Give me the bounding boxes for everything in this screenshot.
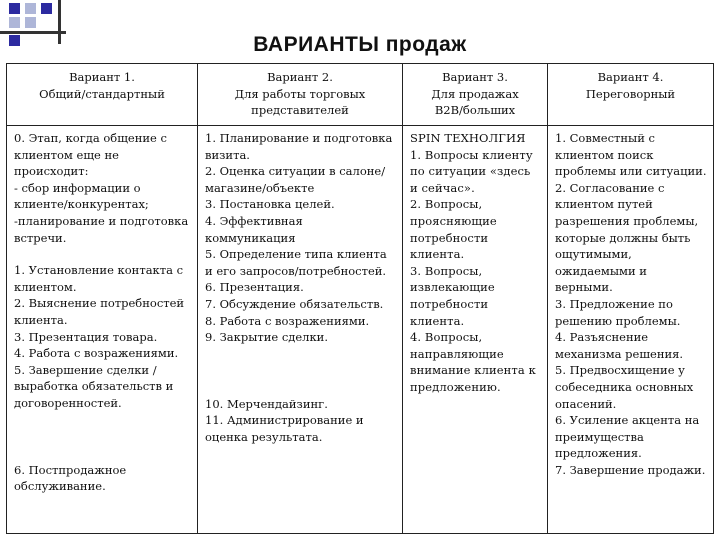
variant-2-extra-steps: 10. Мерчендайзинг. 11. Администрирование и оценка результата.	[205, 396, 364, 444]
variant-3-spin-steps: SPIN ТЕХНОЛГИЯ 1. Вопросы клиенту по ситуации «здесь и сейчас». 2. Вопросы, проясняющие потребности клиента. 3. Вопросы, извлекающие потребности клиента. 4. Вопросы, направляющие внимание клиента к предложению.	[410, 131, 536, 394]
variant-4-cell	[548, 126, 714, 534]
column-header-variant-4: Вариант 4. Переговорный	[548, 64, 714, 126]
content-row	[7, 126, 714, 534]
deco-square	[9, 17, 20, 28]
column-header-variant-1: Вариант 1. Общий/стандартный	[7, 64, 198, 126]
column-header-variant-2: Вариант 2. Для работы торговых представителей	[198, 64, 403, 126]
variant-1-steps: 1. Установление контакта с клиентом. 2. Выяснение потребностей клиента. 3. Презентация товара. 4. Работа с возражениями. 5. Завершение сделки / выработка обязательств и договоренностей.	[14, 263, 185, 410]
variant-1-preparation: 0. Этап, когда общение с клиентом еще не происходит: - сбор информации о клиенте/конкурентах; -планирование и подготовка встречи.	[14, 131, 189, 245]
deco-square	[41, 3, 52, 14]
sales-variants-table	[6, 63, 714, 534]
deco-square	[25, 17, 36, 28]
deco-square	[25, 3, 36, 14]
variant-2-cell	[198, 126, 403, 534]
deco-square	[9, 3, 20, 14]
variant-2-steps: 1. Планирование и подготовка визита. 2. Оценка ситуации в салоне/магазине/объекте 3. Постановка целей. 4. Эффективная коммуникация 5. Определение типа клиента и его запросов/потребностей. 6. Презентация. 7. Обсуждение обязательств. 8. Работа с возражениями. 9. Закрытие сделки.	[205, 131, 393, 345]
variant-3-cell	[403, 126, 548, 534]
variant-1-aftersale: 6. Постпродажное обслуживание.	[14, 462, 127, 494]
variant-4-steps: 1. Совместный с клиентом поиск проблемы или ситуации. 2. Согласование с клиентом путей разрешения проблемы, которые должны быть ощутимыми, ожидаемыми и верными. 3. Предложение по решению проблемы. 4. Разъяснение механизма решения. 5. Предвосхищение у собеседника основных опасений. 6. Усиление акцента на преимущества предложения. 7. Завершение продажи.	[555, 131, 707, 477]
page-title: ВАРИАНТЫ продаж	[253, 33, 467, 56]
column-header-variant-3: Вариант 3. Для продажах B2B/больших	[403, 64, 548, 126]
variant-1-cell	[7, 126, 198, 534]
header-row	[7, 64, 714, 126]
